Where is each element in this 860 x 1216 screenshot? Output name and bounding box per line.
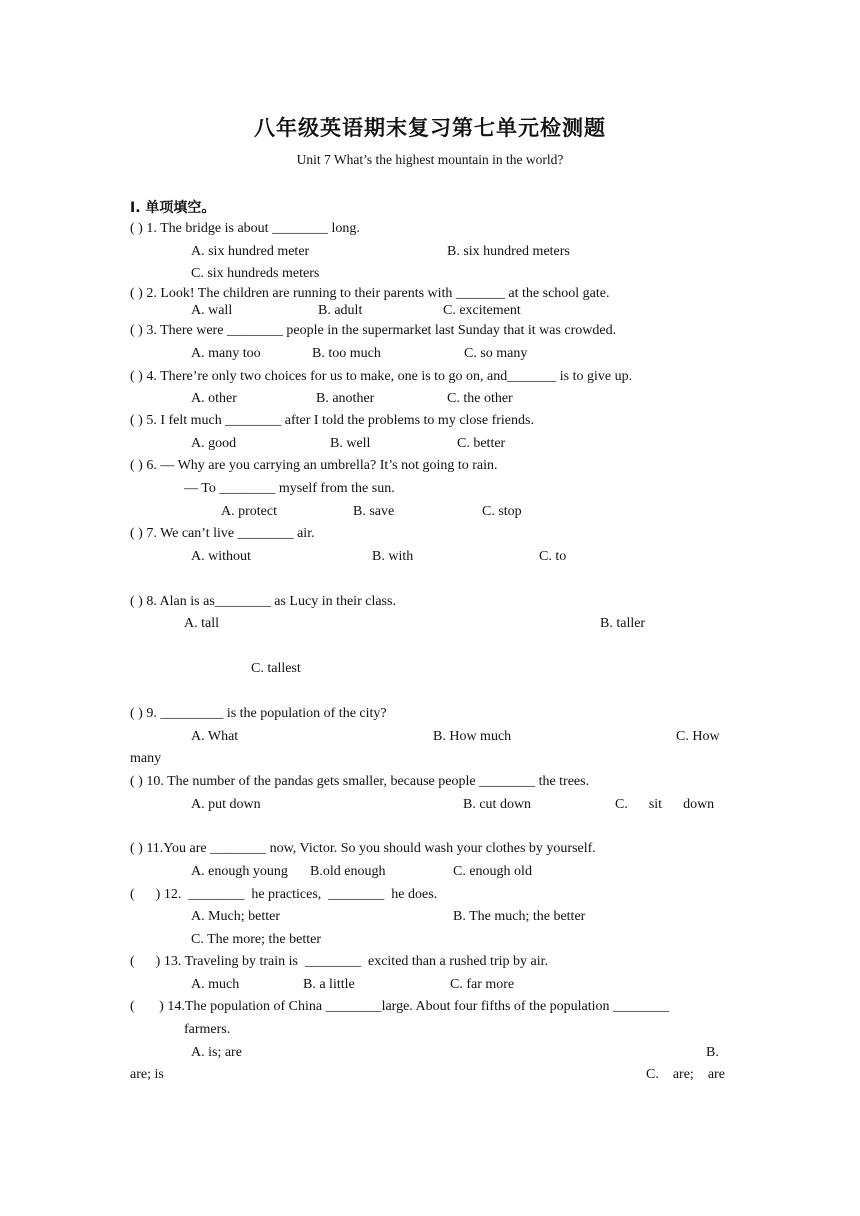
question-3-option-a: A. many too [191,346,261,361]
question-8-option-b: B. taller [600,616,646,631]
section-heading: I. 单项填空。 [130,200,216,216]
question-7-option-b: B. with [372,549,414,564]
question-9-stem: ( ) 9. _________ is the population of the city? [130,706,387,721]
question-6-option-b: B. save [353,504,395,519]
question-5-option-b: B. well [330,436,371,451]
question-13-option-c: C. far more [450,977,515,992]
question-4-option-c: C. the other [447,391,513,406]
question-9-option-a: A. What [191,729,239,744]
question-10-option-c: C. sit down [615,797,715,812]
question-14-option-c: C. are; are [646,1067,725,1082]
question-13-option-b: B. a little [303,977,355,992]
question-14-option-a: A. is; are [191,1045,242,1060]
question-2-option-a: A. wall [191,303,233,318]
question-2-option-c: C. excitement [443,303,521,318]
question-8-option-c: C. tallest [251,661,301,676]
question-12-stem: ( ) 12. ________ he practices, ________ he does. [130,887,438,902]
question-9-option-c-continued: many [130,751,162,766]
question-1-option-c: C. six hundreds meters [191,266,320,281]
question-13-stem: ( ) 13. Traveling by train is ________ excited than a rushed trip by air. [130,954,548,969]
question-4-option-a: A. other [191,391,237,406]
question-5-option-c: C. better [457,436,506,451]
question-1-stem: ( ) 1. The bridge is about ________ long. [130,221,360,236]
question-5-option-a: A. good [191,436,237,451]
question-6-stem: ( ) 6. — Why are you carrying an umbrella? It’s not going to rain. [130,458,498,473]
question-6-stem-reply: — To ________ myself from the sun. [184,481,395,496]
question-3-option-b: B. too much [312,346,381,361]
question-4-option-b: B. another [316,391,375,406]
question-1-option-a: A. six hundred meter [191,244,310,259]
question-2-stem: ( ) 2. Look! The children are running to their parents with _______ at the school gate. [130,286,610,301]
question-6-option-c: C. stop [482,504,522,519]
question-12-option-b: B. The much; the better [453,909,586,924]
question-9-option-b: B. How much [433,729,512,744]
question-11-option-b: B.old enough [310,864,386,879]
question-12-option-a: A. Much; better [191,909,281,924]
question-1-option-b: B. six hundred meters [447,244,570,259]
question-14-stem-continued: farmers. [184,1022,231,1037]
page-subtitle: Unit 7 What’s the highest mountain in the world? [296,152,564,167]
question-13-option-a: A. much [191,977,240,992]
question-10-option-b: B. cut down [463,797,532,812]
question-6-option-a: A. protect [221,504,277,519]
question-10-stem: ( ) 10. The number of the pandas gets smaller, because people ________ the trees. [130,774,590,789]
question-9-option-c: C. How [676,729,720,744]
question-7-option-c: C. to [539,549,567,564]
question-11-option-a: A. enough young [191,864,288,879]
question-7-stem: ( ) 7. We can’t live ________ air. [130,526,315,541]
question-11-option-c: C. enough old [453,864,532,879]
question-3-option-c: C. so many [464,346,528,361]
question-4-stem: ( ) 4. There’re only two choices for us to make, one is to go on, and_______ is to give up. [130,369,633,384]
question-7-option-a: A. without [191,549,251,564]
question-8-option-a: A. tall [184,616,219,631]
question-5-stem: ( ) 5. I felt much ________ after I told the problems to my close friends. [130,413,534,428]
question-14-option-b-continued: are; is [130,1067,164,1082]
page-title: 八年级英语期末复习第七单元检测题 [254,116,606,140]
question-11-stem: ( ) 11.You are ________ now, Victor. So you should wash your clothes by yourself. [130,841,596,856]
question-12-option-c: C. The more; the better [191,932,321,947]
question-14-stem: ( ) 14.The population of China ________large. About four fifths of the population ________ [130,999,670,1014]
question-10-option-a: A. put down [191,797,261,812]
question-14-option-b: B. [706,1045,719,1060]
question-8-stem: ( ) 8. Alan is as________ as Lucy in their class. [130,594,396,609]
question-3-stem: ( ) 3. There were ________ people in the supermarket last Sunday that it was crowded. [130,323,617,338]
question-2-option-b: B. adult [318,303,363,318]
